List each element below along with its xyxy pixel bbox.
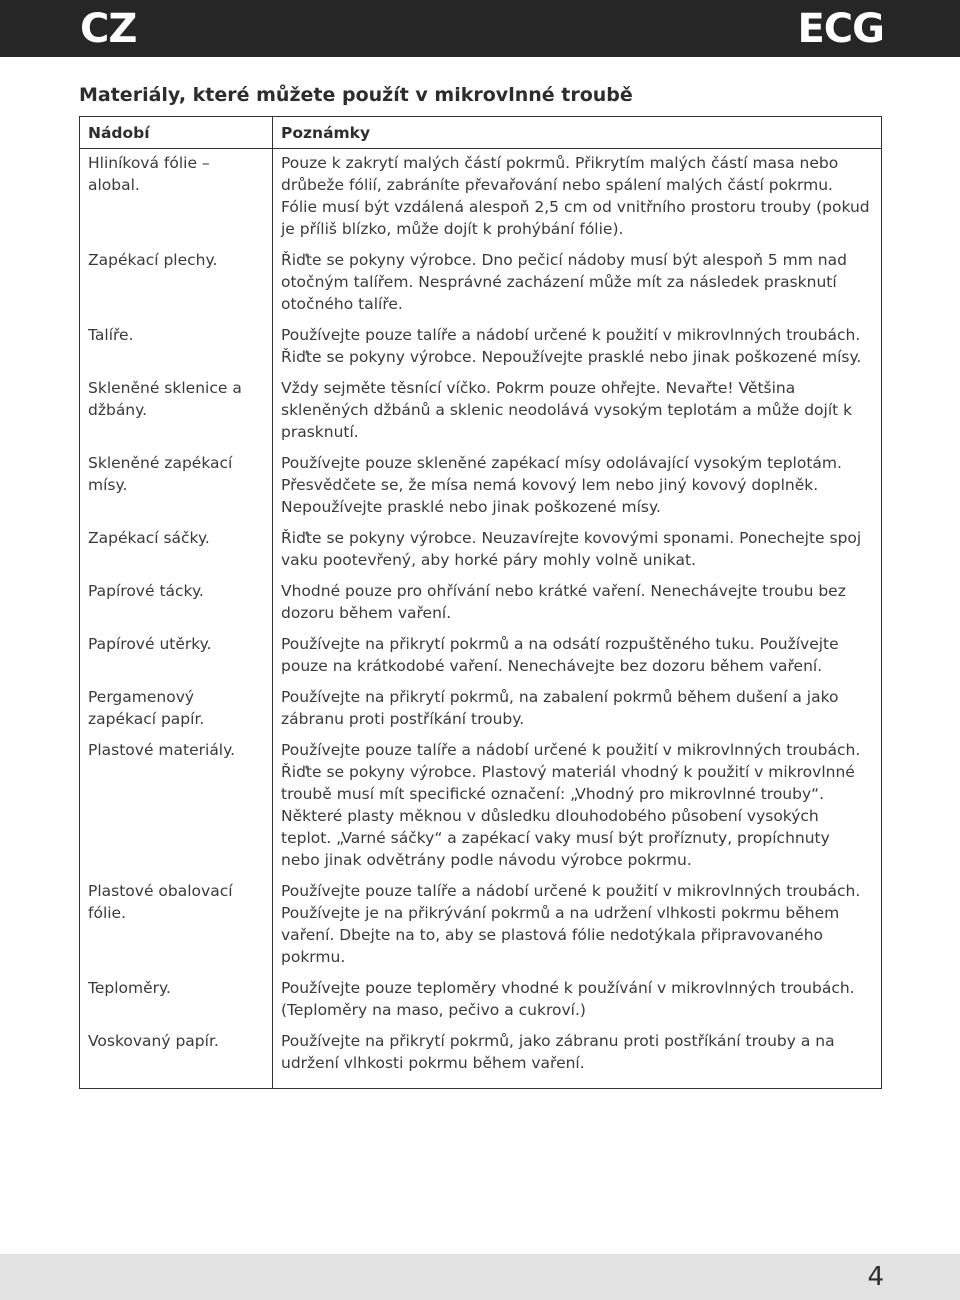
notes-cell: Používejte pouze talíře a nádobí určené k použití v mikrovlnných troubách. Používejte je na přikrývání pokrmů a na udržení vlhkosti pokrmu během vaření. Dbejte na to, aby se plastová fólie nedotýkala připravovaného pokrmu. — [273, 877, 882, 974]
header-bar — [0, 0, 960, 57]
cookware-cell: Plastové materiály. — [88, 741, 236, 759]
table-row — [80, 877, 882, 974]
notes-cell: Používejte pouze teploměry vhodné k používání v mikrovlnných troubách. (Teploměry na maso, pečivo a cukroví.) — [273, 974, 882, 1027]
cookware-cell: Plastové obalovací fólie. — [88, 882, 233, 922]
cookware-cell: Talíře. — [88, 326, 134, 344]
cookware-cell: Papírové utěrky. — [88, 635, 212, 653]
table-row — [80, 149, 882, 247]
notes-cell: Používejte na přikrytí pokrmů, jako zábranu proti postříkání trouby a na udržení vlhkosti pokrmu během vaření. — [273, 1027, 882, 1089]
notes-cell: Řiďte se pokyny výrobce. Neuzavírejte kovovými sponami. Ponechejte spoj vaku pootevřený, aby horké páry mohly volně unikat. — [273, 524, 882, 577]
cookware-cell: Zapékací sáčky. — [88, 529, 210, 547]
table-header-row — [80, 117, 882, 149]
cookware-cell: Voskovaný papír. — [80, 1027, 273, 1089]
table-row — [80, 449, 882, 524]
cookware-cell: Papírové tácky. — [88, 582, 204, 600]
page-number: 4 — [867, 1262, 884, 1292]
column-header-notes: Poznámky — [273, 117, 882, 149]
table-row — [80, 524, 882, 577]
notes-cell: Vždy sejměte těsnící víčko. Pokrm pouze ohřejte. Nevařte! Většina skleněných džbánů a sklenic neodolává vysokým teplotám a může dojít k prasknutí. — [273, 374, 882, 449]
table-row — [80, 374, 882, 449]
table-row — [80, 683, 882, 736]
brand-logo: ECG — [797, 6, 884, 52]
footer-bar — [0, 1254, 960, 1300]
page-title: Materiály, které můžete použít v mikrovlnné troubě — [79, 84, 633, 106]
cookware-cell: Skleněné sklenice a džbány. — [88, 379, 242, 419]
column-header-cookware: Nádobí — [80, 117, 273, 149]
cookware-cell: Pergamenový zapékací papír. — [88, 688, 205, 728]
table-row — [80, 736, 882, 877]
table-row — [80, 1027, 882, 1089]
notes-cell: Řiďte se pokyny výrobce. Dno pečicí nádoby musí být alespoň 5 mm nad otočným talířem. Nesprávné zacházení může mít za následek prasknutí otočného talíře. — [273, 246, 882, 321]
notes-cell: Používejte pouze talíře a nádobí určené k použití v mikrovlnných troubách. Řiďte se pokyny výrobce. Nepoužívejte prasklé nebo jinak poškozené mísy. — [273, 321, 882, 374]
materials-table — [79, 116, 882, 1089]
table-row — [80, 246, 882, 321]
cookware-cell: Hliníková fólie – alobal. — [88, 154, 210, 194]
cookware-cell: Skleněné zapékací mísy. — [88, 454, 233, 494]
table-row — [80, 321, 882, 374]
cookware-cell: Zapékací plechy. — [88, 251, 218, 269]
table-row — [80, 630, 882, 683]
language-code: CZ — [80, 6, 137, 52]
notes-cell: Vhodné pouze pro ohřívání nebo krátké vaření. Nenechávejte troubu bez dozoru během vaření. — [273, 577, 882, 630]
notes-cell: Pouze k zakrytí malých částí pokrmů. Přikrytím malých částí masa nebo drůbeže fólií, zabráníte převařování nebo spálení malých částí pokrmu. Fólie musí být vzdálená alespoň 2,5 cm od vnitřního prostoru trouby (pokud je příliš blízko, může dojít k prohýbání fólie). — [273, 149, 882, 247]
notes-cell: Používejte pouze skleněné zapékací mísy odolávající vysokým teplotám. Přesvědčete se, že mísa nemá kovový lem nebo jiný kovový doplněk. Nepoužívejte prasklé nebo jinak poškozené mísy. — [273, 449, 882, 524]
table-row — [80, 577, 882, 630]
table-row — [80, 974, 882, 1027]
notes-cell: Používejte na přikrytí pokrmů a na odsátí rozpuštěného tuku. Používejte pouze na krátkodobé vaření. Nenechávejte bez dozoru během vaření. — [273, 630, 882, 683]
cookware-cell: Teploměry. — [88, 979, 171, 997]
notes-cell: Používejte pouze talíře a nádobí určené k použití v mikrovlnných troubách. Řiďte se pokyny výrobce. Plastový materiál vhodný k použití v mikrovlnné troubě musí mít specifické označení: „Vhodný pro mikrovlnné trouby“. Některé plasty měknou v důsledku dlouhodobého působení vysokých teplot. „Varné sáčky“ a zapékací vaky musí být proříznuty, propíchnuty nebo jinak odvětrány podle návodu výrobce pokrmu. — [273, 736, 882, 877]
notes-cell: Používejte na přikrytí pokrmů, na zabalení pokrmů během dušení a jako zábranu proti postříkání trouby. — [273, 683, 882, 736]
